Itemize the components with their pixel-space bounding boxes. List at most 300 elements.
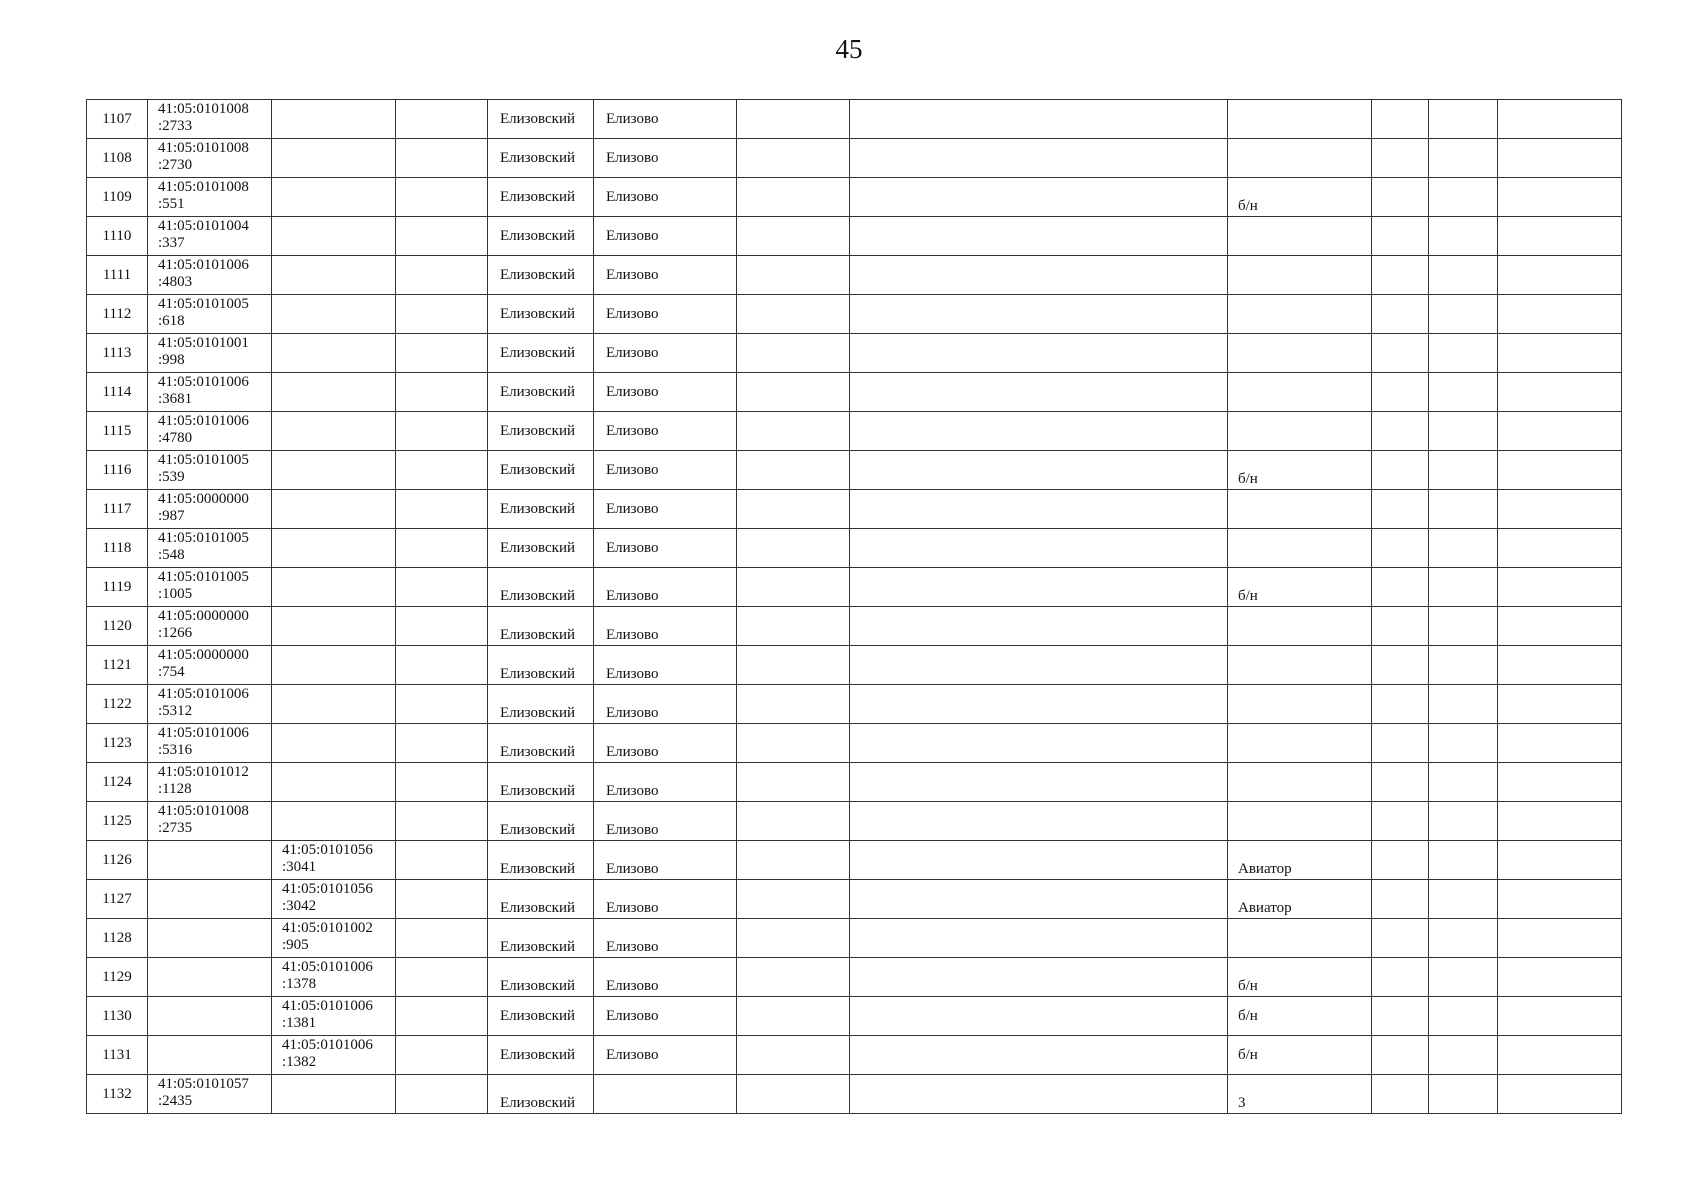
table-row	[87, 373, 1622, 412]
related-cadastral-number	[272, 919, 396, 958]
cadastral-number	[148, 607, 272, 646]
empty-cell	[1498, 1075, 1622, 1114]
empty-cell	[1372, 451, 1429, 490]
empty-cell	[1372, 646, 1429, 685]
related-cadastral-number	[272, 178, 396, 217]
table-row	[87, 100, 1622, 139]
related-cadastral-number	[272, 334, 396, 373]
empty-cell	[737, 529, 850, 568]
row-number: 1128	[87, 919, 148, 958]
related-cadastral-number-line: :1382	[282, 1054, 317, 1070]
related-cadastral-number	[272, 646, 396, 685]
object-name-cell: б/н	[1228, 997, 1372, 1036]
empty-cell	[1372, 802, 1429, 841]
empty-cell	[850, 802, 1228, 841]
empty-cell	[737, 646, 850, 685]
district-cell: Елизовский	[488, 841, 594, 880]
empty-cell	[1372, 373, 1429, 412]
empty-cell	[396, 1075, 488, 1114]
related-cadastral-number	[272, 724, 396, 763]
empty-cell	[1429, 568, 1498, 607]
city-cell: Елизово	[594, 217, 737, 256]
empty-cell	[737, 1036, 850, 1075]
table-row	[87, 295, 1622, 334]
district-cell: Елизовский	[488, 334, 594, 373]
cadastral-number-line: :3681	[158, 391, 193, 407]
object-name-cell	[1228, 607, 1372, 646]
city-cell: Елизово	[594, 607, 737, 646]
empty-cell	[737, 373, 850, 412]
city-cell: Елизово	[594, 139, 737, 178]
empty-cell	[1429, 763, 1498, 802]
related-cadastral-number	[272, 490, 396, 529]
empty-cell	[737, 295, 850, 334]
empty-cell	[1498, 139, 1622, 178]
empty-cell	[850, 490, 1228, 529]
city-cell: Елизово	[594, 724, 737, 763]
empty-cell	[396, 1036, 488, 1075]
table-row	[87, 1036, 1622, 1075]
empty-cell	[1498, 1036, 1622, 1075]
empty-cell	[1429, 880, 1498, 919]
empty-cell	[850, 256, 1228, 295]
empty-cell	[1372, 256, 1429, 295]
city-cell: Елизово	[594, 997, 737, 1036]
object-name-cell: Авиатор	[1228, 841, 1372, 880]
empty-cell	[1429, 997, 1498, 1036]
table-row	[87, 724, 1622, 763]
related-cadastral-number	[272, 763, 396, 802]
empty-cell	[1498, 841, 1622, 880]
cadastral-number-line: 41:05:0101006	[158, 725, 249, 741]
table-row	[87, 490, 1622, 529]
cadastral-number-line: 41:05:0101001	[158, 335, 249, 351]
cadastral-number-line: 41:05:0101005	[158, 530, 249, 546]
page-number: 45	[835, 34, 863, 64]
cadastral-number-line: 41:05:0101005	[158, 452, 249, 468]
cadastral-number-line: 41:05:0000000	[158, 647, 249, 663]
empty-cell	[1372, 607, 1429, 646]
related-cadastral-number	[272, 997, 396, 1036]
city-cell: Елизово	[594, 100, 737, 139]
row-number: 1121	[87, 646, 148, 685]
empty-cell	[850, 1075, 1228, 1114]
object-name-cell: б/н	[1228, 958, 1372, 997]
empty-cell	[1498, 724, 1622, 763]
object-name-cell	[1228, 256, 1372, 295]
empty-cell	[396, 100, 488, 139]
cadastral-number-line: 41:05:0101006	[158, 374, 249, 390]
empty-cell	[737, 685, 850, 724]
empty-cell	[1498, 646, 1622, 685]
cadastral-number-line: :2733	[158, 118, 193, 134]
empty-cell	[737, 490, 850, 529]
empty-cell	[1498, 451, 1622, 490]
empty-cell	[1429, 139, 1498, 178]
cadastral-number	[148, 334, 272, 373]
cadastral-number	[148, 802, 272, 841]
empty-cell	[1372, 724, 1429, 763]
empty-cell	[396, 685, 488, 724]
cadastral-number-line: :548	[158, 547, 185, 563]
related-cadastral-number-line: :3041	[282, 859, 317, 875]
cadastral-number-line: 41:05:0101008	[158, 101, 249, 117]
cadastral-number-line: :5312	[158, 703, 193, 719]
empty-cell	[1372, 490, 1429, 529]
cadastral-number	[148, 763, 272, 802]
cadastral-number-line: :337	[158, 235, 185, 251]
empty-cell	[1498, 919, 1622, 958]
district-cell: Елизовский	[488, 295, 594, 334]
empty-cell	[1372, 958, 1429, 997]
empty-cell	[1429, 178, 1498, 217]
registry-rows	[87, 100, 1622, 1114]
cadastral-number-line: 41:05:0101006	[158, 257, 249, 273]
district-cell: Елизовский	[488, 178, 594, 217]
related-cadastral-number	[272, 685, 396, 724]
empty-cell	[1429, 1075, 1498, 1114]
row-number: 1122	[87, 685, 148, 724]
cadastral-number	[148, 685, 272, 724]
object-name-cell	[1228, 373, 1372, 412]
empty-cell	[737, 217, 850, 256]
row-number: 1127	[87, 880, 148, 919]
empty-cell	[850, 529, 1228, 568]
empty-cell	[1498, 529, 1622, 568]
object-name-cell: 3	[1228, 1075, 1372, 1114]
empty-cell	[737, 178, 850, 217]
district-cell: Елизовский	[488, 451, 594, 490]
empty-cell	[1372, 100, 1429, 139]
empty-cell	[1372, 1075, 1429, 1114]
related-cadastral-number	[272, 373, 396, 412]
city-cell: Елизово	[594, 841, 737, 880]
object-name-cell	[1228, 646, 1372, 685]
cadastral-number	[148, 724, 272, 763]
district-cell: Елизовский	[488, 880, 594, 919]
cadastral-number	[148, 139, 272, 178]
object-name-cell: б/н	[1228, 178, 1372, 217]
city-cell: Елизово	[594, 256, 737, 295]
row-number: 1130	[87, 997, 148, 1036]
district-cell: Елизовский	[488, 802, 594, 841]
related-cadastral-number	[272, 295, 396, 334]
row-number: 1112	[87, 295, 148, 334]
object-name-cell: б/н	[1228, 1036, 1372, 1075]
row-number: 1115	[87, 412, 148, 451]
empty-cell	[737, 412, 850, 451]
row-number: 1119	[87, 568, 148, 607]
district-cell: Елизовский	[488, 724, 594, 763]
table-row	[87, 802, 1622, 841]
table-row	[87, 1075, 1622, 1114]
district-cell: Елизовский	[488, 1075, 594, 1114]
cadastral-number-line: 41:05:0101004	[158, 218, 249, 234]
empty-cell	[1498, 607, 1622, 646]
empty-cell	[850, 178, 1228, 217]
empty-cell	[396, 841, 488, 880]
empty-cell	[850, 880, 1228, 919]
empty-cell	[396, 412, 488, 451]
city-cell: Елизово	[594, 802, 737, 841]
empty-cell	[850, 100, 1228, 139]
cadastral-number-line: :754	[158, 664, 185, 680]
cadastral-number-line: :2730	[158, 157, 193, 173]
empty-cell	[737, 607, 850, 646]
city-cell: Елизово	[594, 295, 737, 334]
table-row	[87, 217, 1622, 256]
empty-cell	[850, 334, 1228, 373]
cadastral-number	[148, 373, 272, 412]
empty-cell	[1372, 295, 1429, 334]
related-cadastral-number-line: :1381	[282, 1015, 317, 1031]
city-cell: Елизово	[594, 529, 737, 568]
cadastral-number	[148, 919, 272, 958]
empty-cell	[1429, 100, 1498, 139]
empty-cell	[1498, 295, 1622, 334]
related-cadastral-number	[272, 880, 396, 919]
empty-cell	[1372, 919, 1429, 958]
empty-cell	[737, 568, 850, 607]
cadastral-number-line: 41:05:0101006	[158, 413, 249, 429]
empty-cell	[1429, 841, 1498, 880]
empty-cell	[396, 802, 488, 841]
object-name-cell	[1228, 490, 1372, 529]
cadastral-number-line: :998	[158, 352, 185, 368]
table-row	[87, 685, 1622, 724]
empty-cell	[1498, 373, 1622, 412]
related-cadastral-number-line: :905	[282, 937, 309, 953]
empty-cell	[1372, 880, 1429, 919]
empty-cell	[850, 412, 1228, 451]
cadastral-number-line: 41:05:0000000	[158, 608, 249, 624]
cadastral-number	[148, 568, 272, 607]
empty-cell	[1429, 490, 1498, 529]
empty-cell	[850, 646, 1228, 685]
object-name-cell: б/н	[1228, 451, 1372, 490]
empty-cell	[850, 1036, 1228, 1075]
district-cell: Елизовский	[488, 412, 594, 451]
table-row	[87, 451, 1622, 490]
empty-cell	[737, 256, 850, 295]
cadastral-number-line: 41:05:0101006	[158, 686, 249, 702]
empty-cell	[737, 1075, 850, 1114]
empty-cell	[850, 958, 1228, 997]
empty-cell	[1498, 685, 1622, 724]
city-cell: Елизово	[594, 1036, 737, 1075]
empty-cell	[396, 763, 488, 802]
empty-cell	[737, 451, 850, 490]
object-name-cell	[1228, 139, 1372, 178]
empty-cell	[396, 529, 488, 568]
cadastral-number	[148, 997, 272, 1036]
row-number: 1120	[87, 607, 148, 646]
city-cell: Елизово	[594, 451, 737, 490]
empty-cell	[1372, 841, 1429, 880]
cadastral-number	[148, 529, 272, 568]
row-number: 1129	[87, 958, 148, 997]
empty-cell	[737, 763, 850, 802]
related-cadastral-number	[272, 412, 396, 451]
empty-cell	[396, 217, 488, 256]
related-cadastral-number	[272, 451, 396, 490]
cadastral-number-line: :539	[158, 469, 185, 485]
empty-cell	[396, 997, 488, 1036]
empty-cell	[396, 256, 488, 295]
cadastral-number-line: 41:05:0101008	[158, 179, 249, 195]
object-name-cell	[1228, 802, 1372, 841]
empty-cell	[1429, 256, 1498, 295]
empty-cell	[1372, 217, 1429, 256]
empty-cell	[737, 139, 850, 178]
cadastral-number-line: :551	[158, 196, 185, 212]
empty-cell	[1498, 490, 1622, 529]
table-row	[87, 763, 1622, 802]
empty-cell	[737, 724, 850, 763]
table-row	[87, 841, 1622, 880]
district-cell: Елизовский	[488, 958, 594, 997]
empty-cell	[737, 997, 850, 1036]
cadastral-number-line: 41:05:0101012	[158, 764, 249, 780]
empty-cell	[396, 334, 488, 373]
row-number: 1125	[87, 802, 148, 841]
object-name-cell: б/н	[1228, 568, 1372, 607]
empty-cell	[396, 178, 488, 217]
table-row	[87, 646, 1622, 685]
cadastral-number	[148, 412, 272, 451]
empty-cell	[396, 490, 488, 529]
empty-cell	[1498, 217, 1622, 256]
cadastral-number	[148, 100, 272, 139]
empty-cell	[1372, 763, 1429, 802]
related-cadastral-number	[272, 1036, 396, 1075]
empty-cell	[1498, 958, 1622, 997]
table-row	[87, 178, 1622, 217]
district-cell: Елизовский	[488, 217, 594, 256]
related-cadastral-number	[272, 256, 396, 295]
object-name-cell	[1228, 763, 1372, 802]
empty-cell	[1498, 178, 1622, 217]
district-cell: Елизовский	[488, 373, 594, 412]
empty-cell	[737, 802, 850, 841]
table-row	[87, 880, 1622, 919]
empty-cell	[1372, 529, 1429, 568]
row-number: 1118	[87, 529, 148, 568]
related-cadastral-number	[272, 217, 396, 256]
empty-cell	[1429, 724, 1498, 763]
city-cell: Елизово	[594, 919, 737, 958]
empty-cell	[1498, 412, 1622, 451]
empty-cell	[1372, 178, 1429, 217]
empty-cell	[1498, 880, 1622, 919]
registry-table	[86, 99, 1622, 1114]
city-cell	[594, 1075, 737, 1114]
related-cadastral-number-line: 41:05:0101006	[282, 959, 373, 975]
cadastral-number	[148, 841, 272, 880]
related-cadastral-number	[272, 139, 396, 178]
cadastral-number-line: :1266	[158, 625, 193, 641]
row-number: 1117	[87, 490, 148, 529]
row-number: 1126	[87, 841, 148, 880]
district-cell: Елизовский	[488, 646, 594, 685]
cadastral-number-line: :5316	[158, 742, 193, 758]
city-cell: Елизово	[594, 685, 737, 724]
empty-cell	[1498, 763, 1622, 802]
cadastral-number-line: 41:05:0000000	[158, 491, 249, 507]
row-number: 1131	[87, 1036, 148, 1075]
cadastral-number	[148, 1075, 272, 1114]
empty-cell	[850, 841, 1228, 880]
cadastral-number	[148, 178, 272, 217]
object-name-cell	[1228, 217, 1372, 256]
empty-cell	[1429, 919, 1498, 958]
empty-cell	[396, 295, 488, 334]
empty-cell	[1372, 412, 1429, 451]
empty-cell	[1372, 334, 1429, 373]
row-number: 1114	[87, 373, 148, 412]
empty-cell	[1429, 1036, 1498, 1075]
empty-cell	[850, 373, 1228, 412]
empty-cell	[1429, 217, 1498, 256]
empty-cell	[850, 997, 1228, 1036]
object-name-cell	[1228, 412, 1372, 451]
table-row	[87, 529, 1622, 568]
cadastral-number-line: 41:05:0101008	[158, 803, 249, 819]
empty-cell	[396, 724, 488, 763]
related-cadastral-number-line: 41:05:0101056	[282, 881, 373, 897]
empty-cell	[396, 139, 488, 178]
empty-cell	[1498, 997, 1622, 1036]
empty-cell	[737, 334, 850, 373]
empty-cell	[1429, 295, 1498, 334]
related-cadastral-number	[272, 607, 396, 646]
cadastral-number	[148, 256, 272, 295]
district-cell: Елизовский	[488, 139, 594, 178]
empty-cell	[396, 568, 488, 607]
empty-cell	[396, 607, 488, 646]
related-cadastral-number	[272, 958, 396, 997]
empty-cell	[1429, 334, 1498, 373]
object-name-cell: Авиатор	[1228, 880, 1372, 919]
related-cadastral-number	[272, 1075, 396, 1114]
related-cadastral-number	[272, 529, 396, 568]
empty-cell	[850, 217, 1228, 256]
empty-cell	[1498, 100, 1622, 139]
empty-cell	[1498, 256, 1622, 295]
row-number: 1108	[87, 139, 148, 178]
city-cell: Елизово	[594, 958, 737, 997]
cadastral-number-line: 41:05:0101057	[158, 1076, 249, 1092]
empty-cell	[1372, 685, 1429, 724]
city-cell: Елизово	[594, 334, 737, 373]
related-cadastral-number-line: :3042	[282, 898, 317, 914]
empty-cell	[737, 958, 850, 997]
table-row	[87, 568, 1622, 607]
district-cell: Елизовский	[488, 490, 594, 529]
cadastral-number-line: :2435	[158, 1093, 193, 1109]
table-row	[87, 139, 1622, 178]
cadastral-number	[148, 490, 272, 529]
row-number: 1107	[87, 100, 148, 139]
district-cell: Елизовский	[488, 529, 594, 568]
cadastral-number-line: :1005	[158, 586, 193, 602]
empty-cell	[1429, 802, 1498, 841]
row-number: 1116	[87, 451, 148, 490]
table-row	[87, 607, 1622, 646]
table-row	[87, 334, 1622, 373]
empty-cell	[1429, 451, 1498, 490]
cadastral-number-line: :618	[158, 313, 185, 329]
